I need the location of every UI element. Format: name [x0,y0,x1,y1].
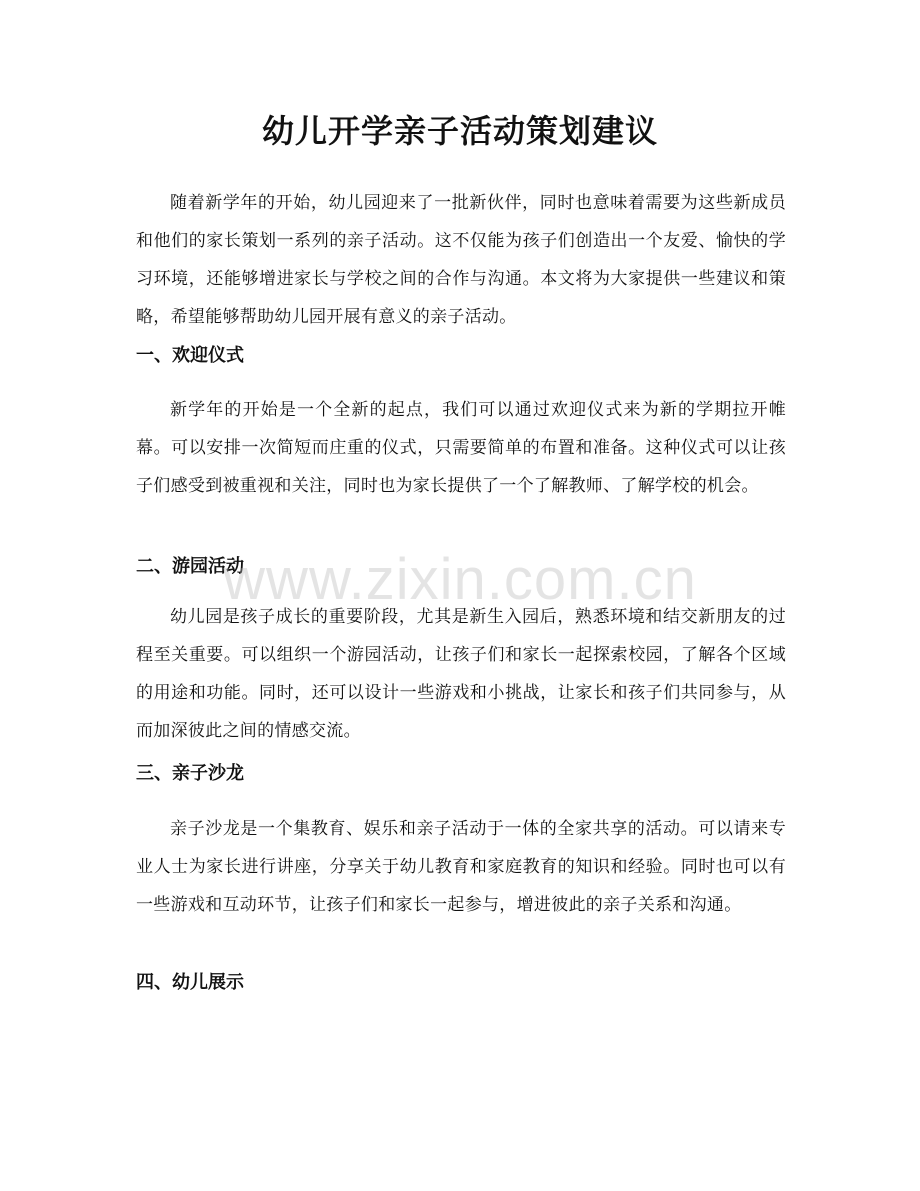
intro-paragraph: 随着新学年的开始，幼儿园迎来了一批新伙伴，同时也意味着需要为这些新成员和他们的家长策划一系列的亲子活动。这不仅能为孩子们创造出一个友爱、愉快的学习环境，还能够增进家长与学校之间的合作与沟通。本文将为大家提供一些建议和策略，希望能够帮助幼儿园开展有意义的亲子活动。 [136,193,786,327]
section-heading-campus-tour: 二、游园活动 [136,556,244,577]
section-body-campus-tour: 幼儿园是孩子成长的重要阶段，尤其是新生入园后，熟悉环境和结交新朋友的过程至关重要。可以组织一个游园活动，让孩子们和家长一起探索校园，了解各个区域的用途和功能。同时，还可以设计一些游戏和小挑战，让家长和孩子们共同参与，从而加深彼此之间的情感交流。 [136,607,786,741]
section-body-welcome-ceremony: 新学年的开始是一个全新的起点，我们可以通过欢迎仪式来为新的学期拉开帷幕。可以安排一次简短而庄重的仪式，只需要简单的布置和准备。这种仪式可以让孩子们感受到被重视和关注，同时也为家长提供了一个了解教师、了解学校的机会。 [136,400,786,496]
section-heading-parent-child-salon: 三、亲子沙龙 [136,763,244,784]
section-body-parent-child-salon: 亲子沙龙是一个集教育、娱乐和亲子活动于一体的全家共享的活动。可以请来专业人士为家长进行讲座，分享关于幼儿教育和家庭教育的知识和经验。同时也可以有一些游戏和互动环节，让孩子们和家长一起参与，增进彼此的亲子关系和沟通。 [136,819,786,915]
document-title: 幼儿开学亲子活动策划建议 [261,112,658,150]
watermark-text: www.zixin.com.cn [223,547,697,612]
section-heading-child-showcase: 四、幼儿展示 [136,972,244,993]
section-heading-welcome-ceremony: 一、欢迎仪式 [136,345,244,366]
